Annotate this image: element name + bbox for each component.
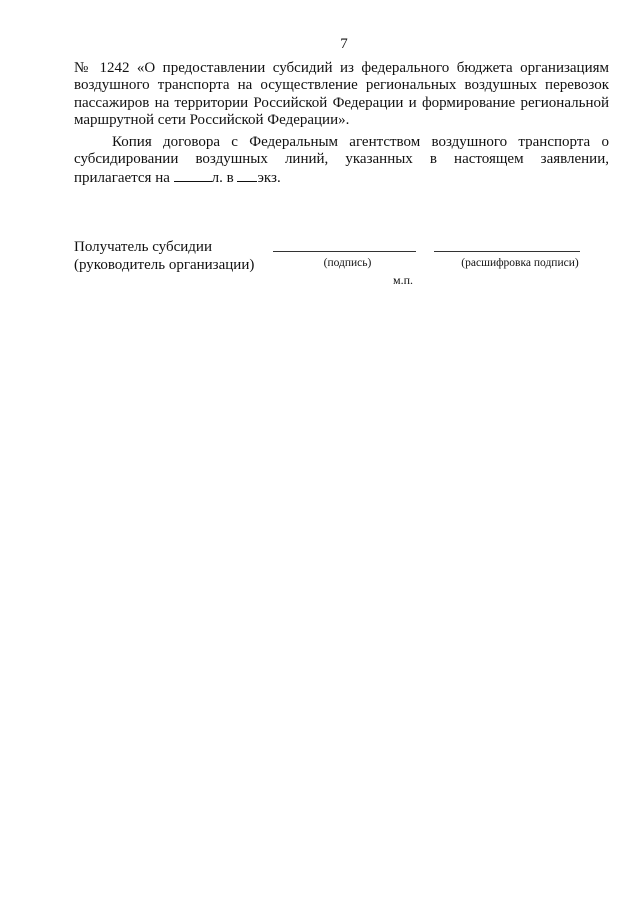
page-number: 7 <box>340 36 348 52</box>
recipient-label-line2: (руководитель организации) <box>74 257 255 273</box>
attachment-middle: л. в <box>211 169 234 186</box>
paragraph-line: воздушного транспорта на осуществление региональных воздушных перевозок <box>74 77 609 94</box>
copies-count-blank <box>237 169 257 182</box>
paragraph-line: № 1242 «О предоставлении субсидий из федерального бюджета организациям <box>74 60 609 76</box>
attachment-suffix: экз. <box>257 169 281 186</box>
paragraph-line: Копия договора с Федеральным агентством воздушного транспорта о <box>112 134 609 150</box>
paragraph-contract-copy <box>74 134 609 187</box>
paragraph-line-attachment <box>74 169 609 187</box>
signature-decoding-line <box>434 251 580 252</box>
recipient-label <box>74 238 254 274</box>
stamp-place-label: м.п. <box>393 273 414 287</box>
sheets-count-blank <box>174 169 212 182</box>
signature-decoding-caption: (расшифровка подписи) <box>461 257 579 269</box>
signature-caption: (подпись) <box>323 257 372 269</box>
paragraph-line: маршрутной сети Российской Федерации». <box>74 112 350 129</box>
paragraph-line: субсидировании воздушных линий, указанных в настоящем заявлении, <box>74 151 609 168</box>
signature-line <box>273 251 416 252</box>
recipient-label-line1: Получатель субсидии <box>74 239 212 255</box>
paragraph-line: пассажиров на территории Российской Федерации и формирование региональной <box>74 94 609 111</box>
paragraph-decree-reference <box>74 60 609 130</box>
attachment-prefix: прилагается на <box>74 169 170 186</box>
